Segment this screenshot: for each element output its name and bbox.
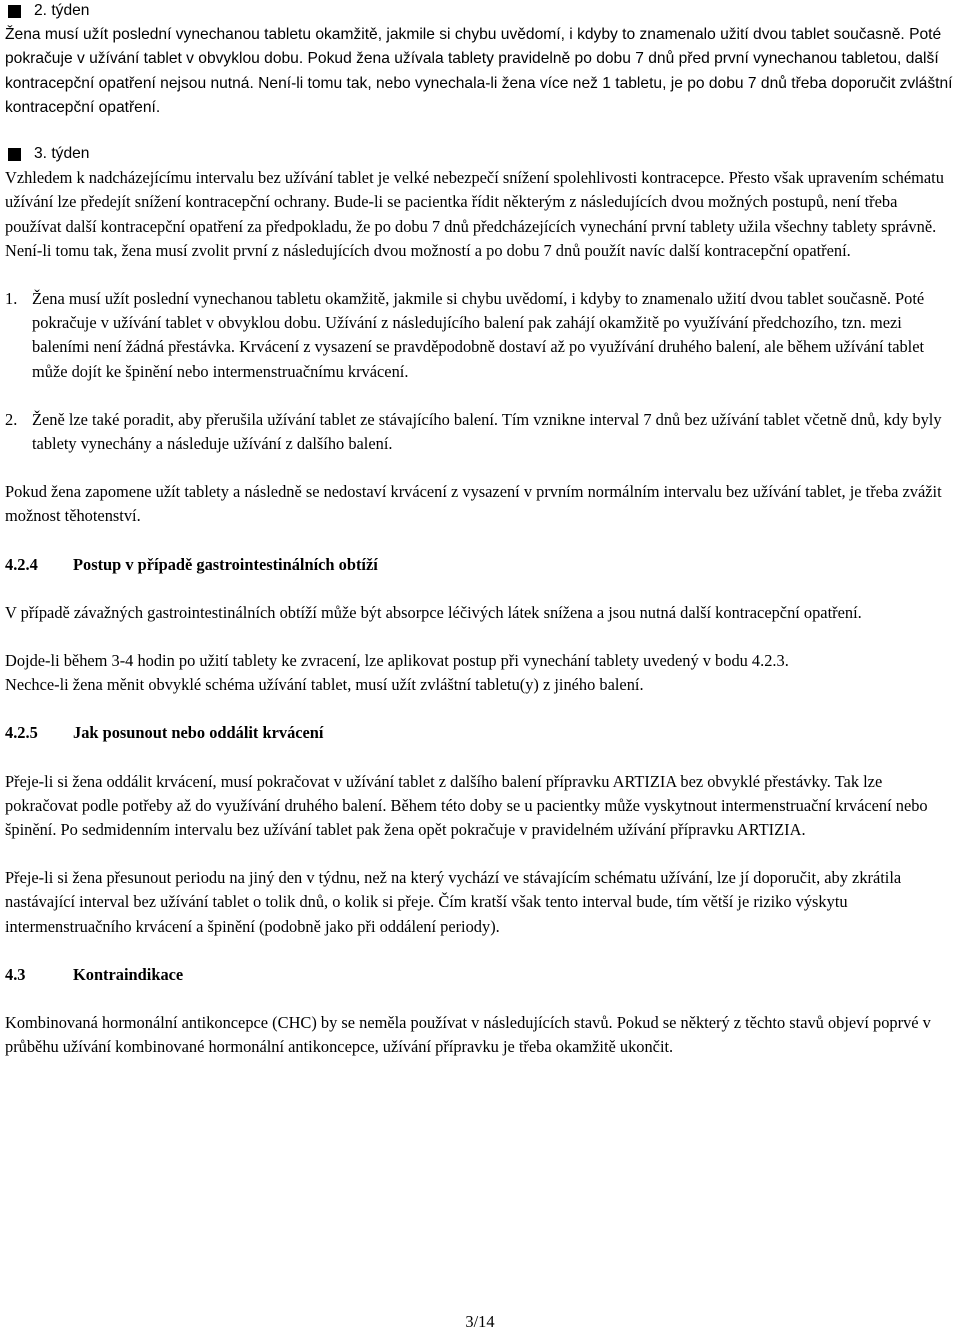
- option-text: Žena musí užít poslední vynechanou tabletu okamžitě, jakmile si chybu uvědomí, i kdyby to znamenalo užití dvou tablet současně. Poté pokračuje v užívání tablet v obvyklou dobu. Užívání z následujícího balení pak zahájí okamžitě po využívání předchozího, tzn. mezi baleními není žádná přestávka. Krvácení z vysazení se pravděpodobně dostaví až po využívání druhého balení, ale během užívání tablet může dojít ke špinění nebo intermenstruačnímu krvácení.: [32, 289, 925, 381]
- shift-period-paragraph: Přeje-li si žena přesunout periodu na jiný den v týdnu, než na který vychází ve stávajícím schématu užívání, lze jí doporučit, aby zkrátila nastávající interval bez užívání tablet o tolik dnů, o kolik si přeje. Čím kratší však tento interval bude, tím větší je riziko výskytu intermenstruačního krvácení a špinění (podobně jako při oddálení periody).: [5, 868, 902, 936]
- week3-heading: [5, 142, 957, 166]
- extra-tablet-text: Nechce-li žena měnit obvyklé schéma užívání tablet, musí užít zvláštní tabletu(y) z jiného balení.: [5, 675, 644, 695]
- week2-heading-text: 2. týden: [34, 2, 90, 19]
- week2-paragraph: Žena musí užít poslední vynechanou tabletu okamžitě, jakmile si chybu uvědomí, i kdyby to znamenalo užití dvou tablet současně. Poté pokračuje v užívání tablet v obvyklou dobu. Pokud žena užívala tablety pravidelně po dobu 7 dnů před první vynechanou tabletou, další kontracepční opatření nejsou nutná. Není-li tomu tak, nebo vynechala-li žena více než 1 tabletu, je po dobu 7 dnů třeba doporučit zvláštní kontracepční opatření.: [5, 26, 953, 116]
- week3-heading-text: 3. týden: [34, 145, 90, 163]
- square-bullet-icon: [8, 5, 21, 18]
- gastro-paragraph: V případě závažných gastrointestinálních obtíží může být absorpce léčivých látek snížena a jsou nutná další kontracepční opatření.: [5, 602, 862, 622]
- option-item-2: [5, 408, 957, 456]
- delay-bleeding-paragraph: Přeje-li si žena oddálit krvácení, musí pokračovat v užívání tablet z dalšího balení přípravku ARTIZIA bez obvyklé přestávky. Tak lze pokračovat podle potřeby až do využívání druhého balení. Během této doby se u pacientky může vyskytnout intermenstruační krvácení nebo špinění. Po sedmidenním intervalu bez užívání tablet pak žena opět pokračuje v pravidelném užívání přípravku ARTIZIA.: [5, 771, 928, 840]
- vomiting-text: Dojde-li během 3-4 hodin po užití tablety ke zvracení, lze aplikovat postup při vynechání tablety uvedený v bodu 4.2.3.: [5, 651, 789, 671]
- square-bullet-icon: [8, 148, 21, 161]
- document-page: [5, 0, 957, 1060]
- section-title: Jak posunout nebo oddálit krvácení: [73, 723, 324, 743]
- week2-heading: [5, 0, 957, 23]
- pregnancy-note: Pokud žena zapomene užít tablety a následně se nedostaví krvácení z vysazení v prvním normálním intervalu bez užívání tablet, je třeba zvážit možnost těhotenství.: [5, 482, 942, 526]
- option-item-1: [5, 287, 957, 384]
- option-text: Ženě lze také poradit, aby přerušila užívání tablet ze stávajícího balení. Tím vznikne interval 7 dnů bez užívání tablet včetně dnů, kdy byly tablety vynechány a následuje užívání z dalšího balení.: [32, 409, 942, 454]
- vomiting-paragraph: [5, 649, 957, 697]
- section-heading-4-2-5: [5, 721, 957, 745]
- section-title: Kontraindikace: [73, 964, 184, 984]
- section-title: Postup v případě gastrointestinálních obtíží: [73, 554, 378, 574]
- section-number: 4.2.5: [5, 723, 38, 743]
- section-heading-4-3: [5, 963, 957, 987]
- contraindications-paragraph: Kombinovaná hormonální antikoncepce (CHC) by se neměla používat v následujících stavů. Pokud se některý z těchto stavů objeví poprvé v průběhu užívání kombinované hormonální antikoncepce, užívání přípravku je třeba okamžitě ukončit.: [5, 1013, 931, 1057]
- section-number: 4.2.4: [5, 554, 38, 574]
- page-number: 3/14: [465, 1312, 495, 1331]
- section-number: 4.3: [5, 964, 26, 984]
- section-heading-4-2-4: [5, 553, 957, 577]
- option-number: 2.: [5, 409, 18, 429]
- week3-paragraph: Vzhledem k nadcházejícímu intervalu bez užívání tablet je velké nebezpečí snížení spolehlivosti kontracepce. Přesto však upravením schématu užívání lze předejít snížení kontracepční ochrany. Bude-li se pacientka řídit některým z následujících dvou možných postupů, není třeba používat další kontracepční opatření za předpokladu, že po dobu 7 dnů předcházejících vynechání první tablety užila všechny tablety správně. Není-li tomu tak, žena musí zvolit první z následujících dvou možností a po dobu 7 dnů použít navíc další kontracepční opatření.: [5, 168, 944, 260]
- option-number: 1.: [5, 289, 18, 309]
